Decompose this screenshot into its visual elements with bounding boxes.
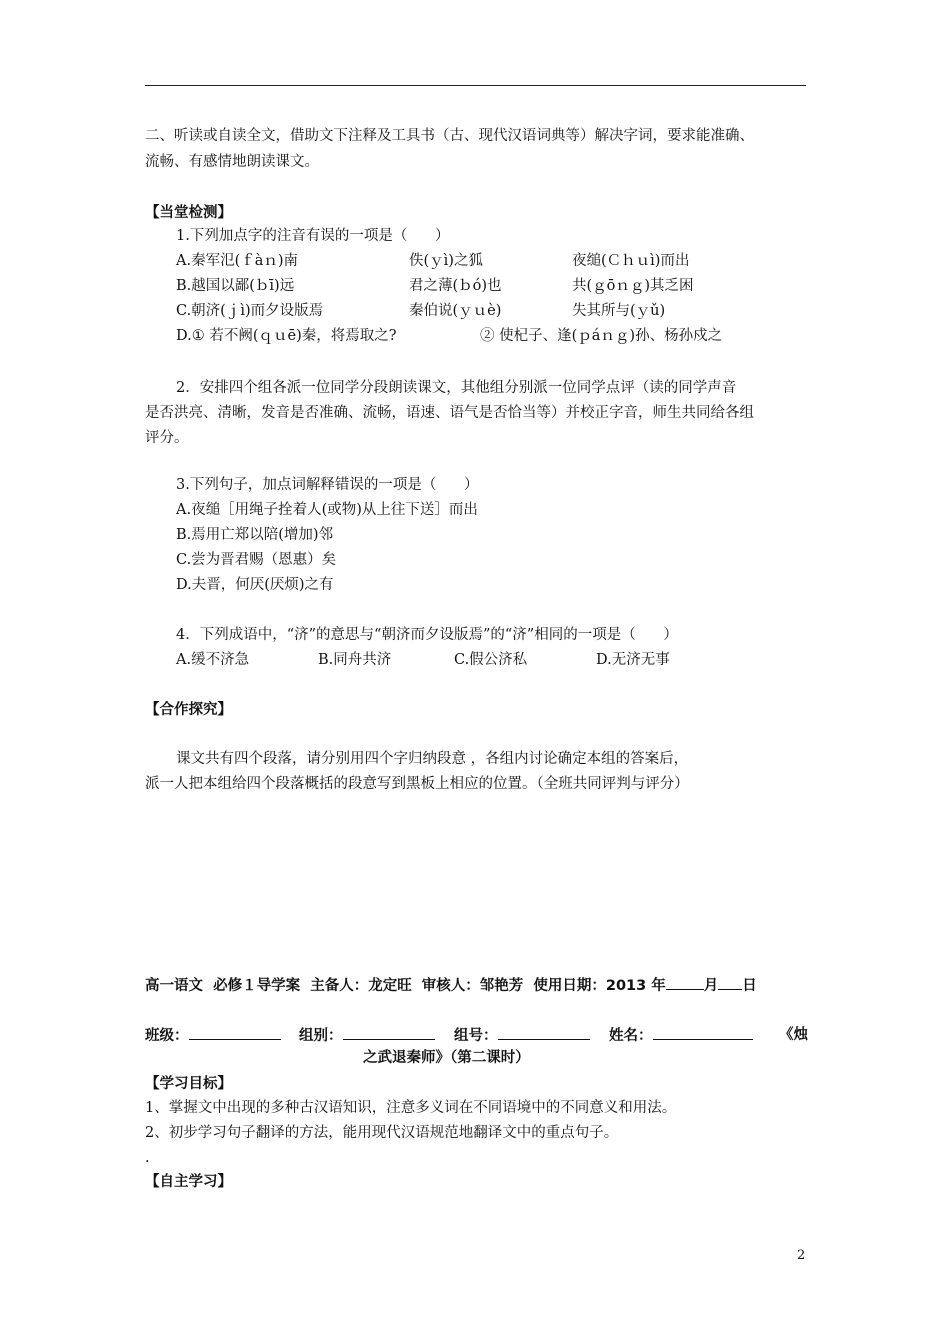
- goal-item-1: 1、掌握文中出现的多种古汉语知识，注意多义词在不同语境中的不同意义和用法。: [145, 1100, 677, 1116]
- check-heading: 【当堂检测】: [145, 205, 232, 221]
- number-label: 组号：: [454, 1028, 498, 1044]
- self-study-heading: 【自主学习】: [145, 1174, 232, 1190]
- q3-stem: 3.下列句子，加点词解释错误的一项是（ ）: [176, 477, 479, 493]
- q4-stem: 4．下列成语中，“济”的意思与“朝济而夕设版焉”的“济”相同的一项是（ ）: [176, 627, 678, 643]
- number-field: [454, 1025, 590, 1046]
- q3-option-b: B.焉用亡郑以陪(增加)邻: [176, 527, 334, 543]
- q1-option-d1: D.① 若不阙(ｑｕē)秦，将焉取之?: [176, 328, 397, 344]
- q4-option-a: A.缓不济急: [176, 652, 250, 668]
- q2-line2: 是否洪亮、清晰，发音是否准确、流畅，语速、语气是否恰当等）并校正字音，师生共同给各组: [145, 405, 754, 421]
- class-field: [145, 1025, 281, 1046]
- q1-option-b1: B.越国以鄙(ｂī)远: [176, 278, 295, 294]
- day-blank: [718, 975, 742, 990]
- name-field: [609, 1025, 753, 1046]
- goal-item-2: 2、初步学习句子翻译的方法，能用现代汉语规范地翻译文中的重点句子。: [145, 1125, 619, 1141]
- q3-option-d: D.夫晋，何厌(厌烦)之有: [176, 577, 334, 593]
- class-label: 班级：: [145, 1028, 189, 1044]
- q1-option-a3: 夜缒(Ｃｈｕì)而出: [572, 253, 690, 269]
- q4-option-d: D.无济无事: [596, 652, 670, 668]
- page-number: 2: [797, 1248, 806, 1263]
- month-blank: [666, 975, 704, 990]
- q1-option-d2: ② 使杞子、逢(ｐáｎｇ)孙、杨孙戍之: [480, 328, 723, 344]
- q2-line1: 2．安排四个组各派一位同学分段朗读课文，其他组分别派一位同学点评（读的同学声音: [176, 380, 737, 396]
- q3-option-a: A.夜缒［用绳子拴着人(或物)从上往下送］而出: [176, 502, 478, 518]
- goals-heading: 【学习目标】: [145, 1076, 232, 1092]
- q1-option-a2: 佚(ｙì)之狐: [409, 253, 483, 269]
- q1-option-a1: A.秦军氾(ｆàｎ)南: [176, 253, 299, 269]
- name-blank: [653, 1025, 753, 1040]
- cooperate-heading: 【合作探究】: [145, 702, 232, 718]
- stray-dot: .: [145, 1150, 150, 1166]
- group-label: 组别：: [299, 1028, 343, 1044]
- section2-line2: 流畅、有感情地朗读课文。: [145, 154, 319, 170]
- name-label: 姓名：: [609, 1028, 653, 1044]
- top-rule: [145, 85, 806, 86]
- q3-option-c: C.尝为晋君赐（恩惠）矣: [176, 552, 337, 568]
- header-title-text: 高一语文 必修１导学案 主备人：龙定旺 审核人：邹艳芳 使用日期：2013 年: [145, 978, 666, 994]
- group-blank: [343, 1025, 435, 1040]
- q1-option-c2: 秦伯说(ｙｕè): [409, 303, 502, 319]
- header-title-line: [145, 975, 757, 996]
- cooperate-line1: 课文共有四个段落，请分别用四个字归纳段意 ，各组内讨论确定本组的答案后，: [176, 751, 689, 767]
- book-title-part1: 《烛: [779, 1027, 808, 1043]
- header-month-label: 月: [703, 978, 719, 994]
- header-day-label: 日: [742, 978, 757, 994]
- q1-option-c1: C.朝济(ｊì)而夕设版焉: [176, 303, 324, 319]
- q1-option-b2: 君之薄(ｂó)也: [409, 278, 502, 294]
- section2-line1: 二、听读或自读全文，借助文下注释及工具书（古、现代汉语词典等）解决字词，要求能准确、: [145, 128, 754, 144]
- group-field: [299, 1025, 435, 1046]
- q4-option-c: C.假公济私: [454, 652, 528, 668]
- book-title-part2: 之武退秦师》（第二课时）: [363, 1050, 530, 1066]
- q1-option-b3: 共(ｇōｎｇ)其乏困: [572, 278, 694, 294]
- cooperate-line2: 派一人把本组给四个段落概括的段意写到黑板上相应的位置。（全班共同评判与评分）: [145, 776, 689, 792]
- q1-option-c3: 失其所与(ｙǔ): [572, 303, 666, 319]
- class-blank: [189, 1025, 281, 1040]
- q1-stem: 1.下列加点字的注音有误的一项是（ ）: [176, 228, 450, 244]
- q2-line3: 评分。: [145, 430, 189, 446]
- q4-option-b: B.同舟共济: [318, 652, 392, 668]
- number-blank: [498, 1025, 590, 1040]
